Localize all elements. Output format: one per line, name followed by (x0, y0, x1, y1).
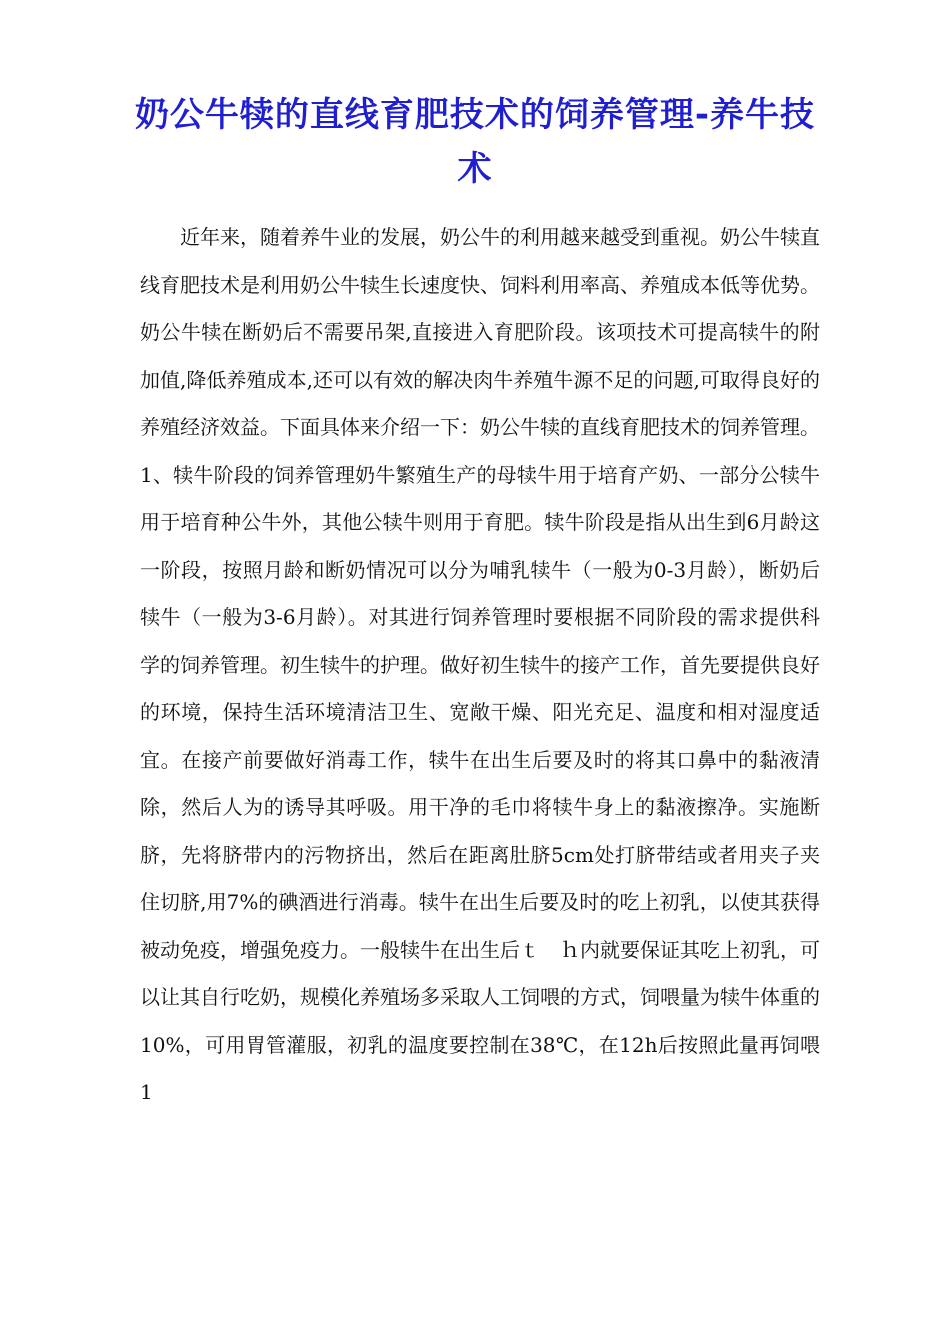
document-title: 奶公牛犊的直线育肥技术的饲养管理-养牛技术 (134, 95, 816, 189)
document-body-paragraph: 近年来，随着养牛业的发展，奶公牛的利用越来越受到重视。奶公牛犊直线育肥技术是利用奶公牛犊生长速度快、饲料利用率高、养殖成本低等优势。奶公牛犊在断奶后不需要吊架,直接进入育肥阶段。该项技术可提高犊牛的附加值,降低养殖成本,还可以有效的解决肉牛养殖牛源不足的问题,可取得良好的养殖经济效益。下面具体来介绍一下：奶公牛犊的直线育肥技术的饲养管理。1、犊牛阶段的饲养管理奶牛繁殖生产的母犊牛用于培育产奶、一部分公犊牛用于培育种公牛外，其他公犊牛则用于育肥。犊牛阶段是指从出生到6月龄这一阶段，按照月龄和断奶情况可以分为哺乳犊牛（一般为0-3月龄），断奶后犊牛（一般为3-6月龄）。对其进行饲养管理时要根据不同阶段的需求提供科学的饲养管理。初生犊牛的护理。做好初生犊牛的接产工作，首先要提供良好的环境，保持生活环境清洁卫生、宽敞干燥、阳光充足、温度和相对湿度适宜。在接产前要做好消毒工作，犊牛在出生后要及时的将其口鼻中的黏液清除，然后人为的诱导其呼吸。用干净的毛巾将犊牛身上的黏液擦净。实施断脐，先将脐带内的污物挤出，然后在距离肚脐5cm处打脐带结或者用夹子夹住切脐,用7%的碘酒进行消毒。犊牛在出生后要及时的吃上初乳，以使其获得被动免疫，增强免疫力。一般犊牛在出生后ｔ ｈ内就要保证其吃上初乳，可以让其自行吃奶，规模化养殖场多采取人工饲喂的方式，饲喂量为犊牛体重的10%，可用胃管灌服，初乳的温度要控制在38℃，在12h后按照此量再饲喂1 (140, 225, 820, 1104)
